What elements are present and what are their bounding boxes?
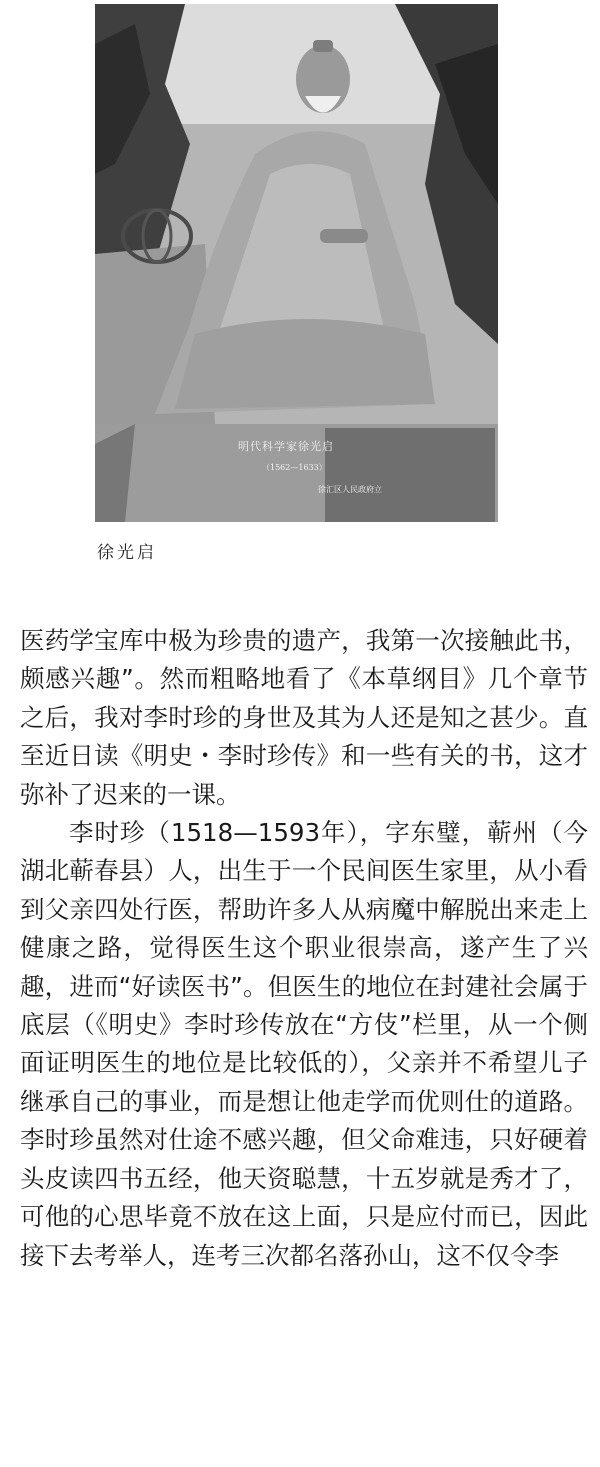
- plaque-years: （1562—1633）: [262, 463, 327, 472]
- plaque-title: 明代科学家徐光启: [238, 440, 334, 453]
- figure-caption: 徐光启: [97, 543, 157, 563]
- paragraph-1: 医药学宝库中极为珍贵的遗产，我第一次接触此书，颇感兴趣”。然而粗略地看了《本草纲目》几个章节之后，我对李时珍的身世及其为人还是知之甚少。直至近日读《明史・李时珍传》和一些有关的书，这才弥补了迟来的一课。: [20, 626, 588, 809]
- paragraph-2: 李时珍（1518—1593年），字东璧，蕲州（今湖北蕲春县）人，出生于一个民间医生家里，从小看到父亲四处行医，帮助许多人从病魔中解脱出来走上健康之路，觉得医生这个职业很崇高，遂产生了兴趣，进而“好读医书”。但医生的地位在封建社会属于底层（《明史》李时珍传放在“方伎”栏里，从一个侧面证明医生的地位是比较低的），父亲并不希望儿子继承自己的事业，而是想让他走学而优则仕的道路。李时珍虽然对仕途不感兴趣，但父命难违，只好硬着头皮读四书五经，他天资聪慧，十五岁就是秀才了，可他的心思毕竟不放在这上面，只是应付而已，因此接下去考举人，连考三次都名落孙山，这不仅令李: [20, 818, 588, 1270]
- article-body: [20, 622, 588, 1275]
- plaque-org: 徐汇区人民政府立: [318, 485, 382, 494]
